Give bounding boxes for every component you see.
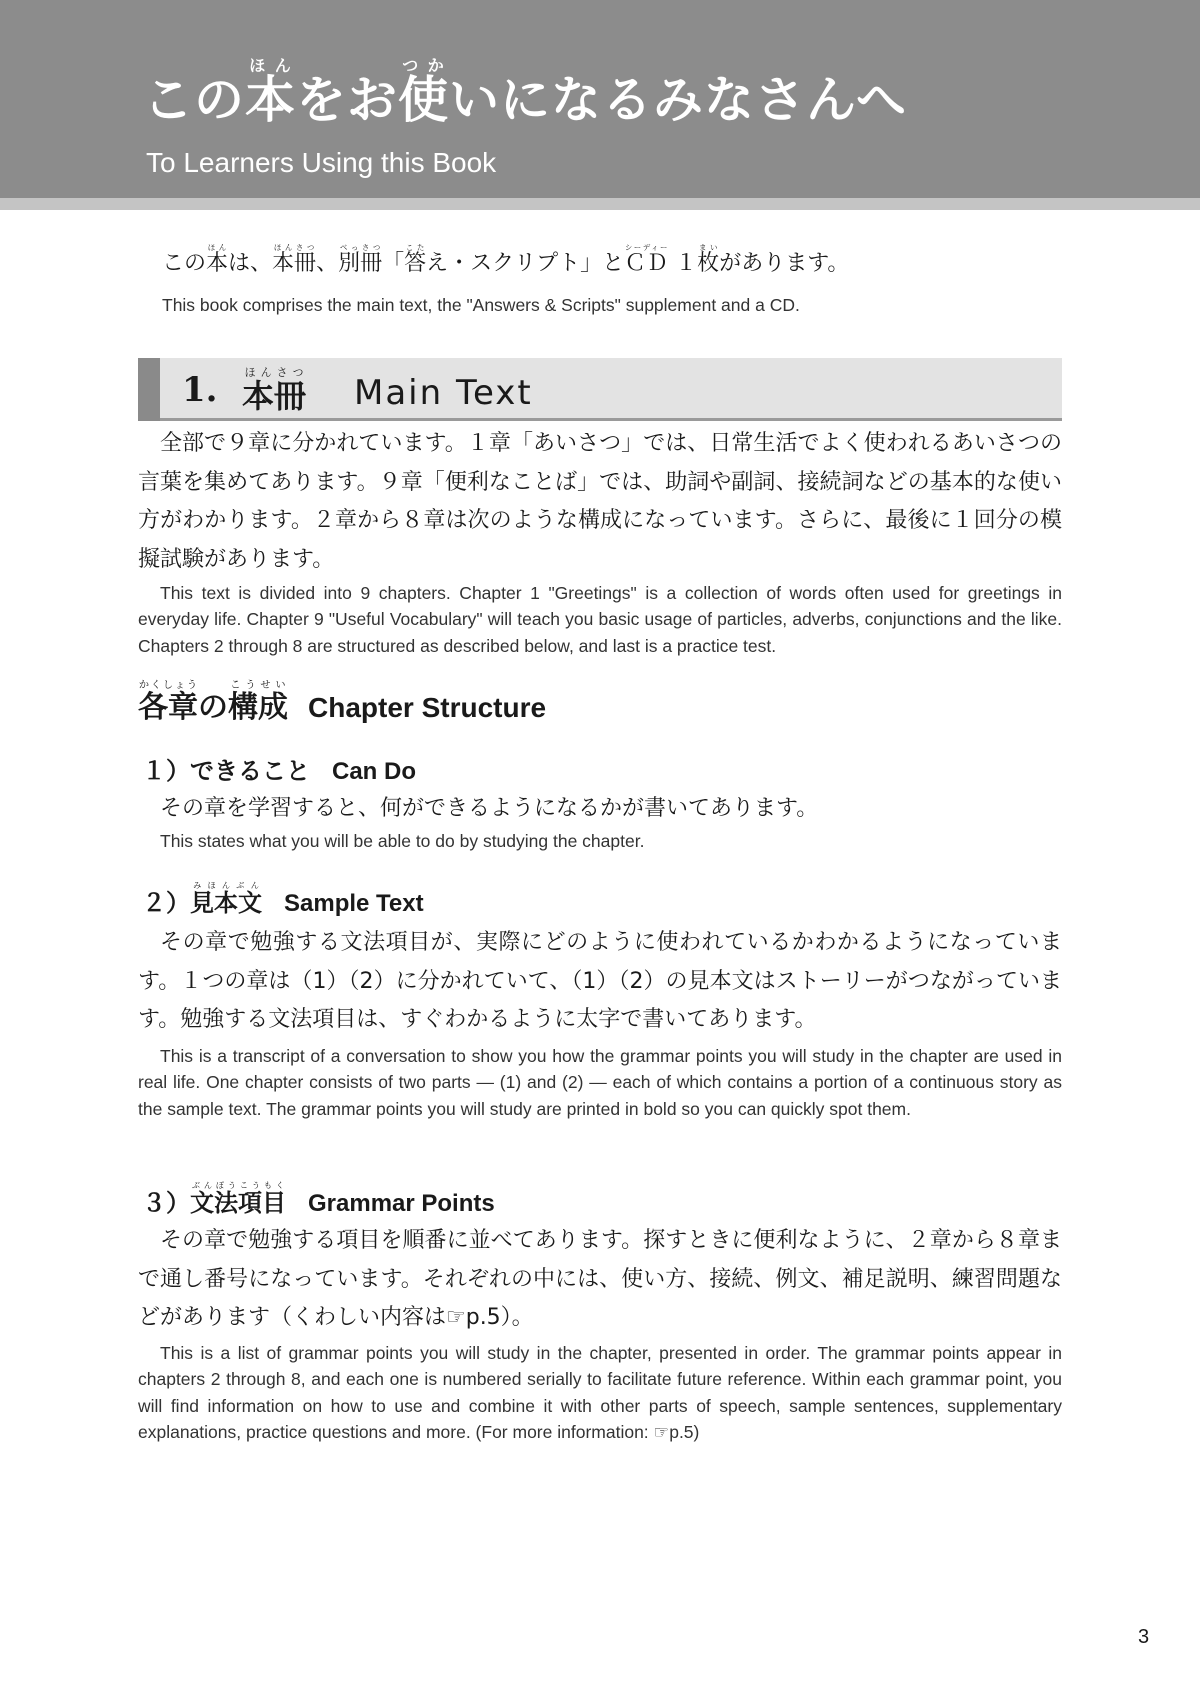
grammar-points-en: This is a list of grammar points you will study in the chapter, presented in order. The grammar points appear in chapters 2 through 8, and each one is numbered serially to facilitate future reference. Within each grammar point, you will find information on how to use and combine it with other parts of speech, sample sentences, supplementary explanations, practice questions and more. (For more information: ☞p.5) [138, 1343, 1062, 1442]
subheading-grammar-points: ３）文法項目ぶんぽうこうもくGrammar Points [142, 1180, 495, 1217]
subheading-can-do: １）できること Can Do [142, 757, 416, 785]
grammar-points-jp: その章で勉強する項目を順番に並べてあります。探すときに便利なように、２章から８章まで通し番号になっています。それぞれの中には、使い方、接続、例文、補足説明、練習問題などがあります（くわしい内容は☞p.5）。 [138, 1228, 1062, 1330]
section-title-en: Main Text [354, 373, 533, 413]
section-heading-bar [138, 358, 1062, 421]
page-header [0, 0, 1200, 198]
intro-en: This book comprises the main text, the "Answers & Scripts" supplement and a CD. [162, 295, 800, 315]
can-do-jp: その章を学習すると、何ができるようになるかが書いてあります。 [160, 796, 819, 821]
chapter-structure-heading: 各章かくしょうの構成こうせいChapter Structure [138, 680, 547, 725]
sample-text-jp: その章で勉強する文法項目が、実際にどのように使われているかわかるようになっています。１つの章は（1）（2）に分かれていて、（1）（2）の見本文はストーリーがつながっています。勉強する文法項目は、すぐわかるように太字で書いてあります。 [138, 930, 1062, 1032]
main-text-jp: 全部で９章に分かれています。１章「あいさつ」では、日常生活でよく使われるあいさつの言葉を集めてあります。９章「便利なことば」では、助詞や副詞、接続詞などの基本的な使い方がわかります。２章から８章は次のような構成になっています。さらに、最後に１回分の模擬試験があります。 [138, 431, 1062, 572]
intro-jp: この本ほんは、本冊ほんさつ、別冊べっさつ「答こたえ・スクリプト」とＣＤシーディー １枚まいがあります。 [162, 243, 850, 276]
header-divider [0, 198, 1200, 210]
can-do-en: This states what you will be able to do by studying the chapter. [160, 831, 645, 851]
page-title: この本ほんをお使つかいになるみなさんへ [143, 56, 907, 129]
sample-text-en: This is a transcript of a conversation to show you how the grammar points you will study in the chapter are used in real life. One chapter consists of two parts — (1) and (2) — each of which contains a portion of a continuous story as the sample text. The grammar points you will study are printed in bold so you can quickly spot them. [138, 1046, 1062, 1119]
main-text-en: This text is divided into 9 chapters. Chapter 1 "Greetings" is a collection of words often used for greetings in everyday life. Chapter 9 "Useful Vocabulary" will teach you basic usage of particles, adverbs, conjunctions and the like. Chapters 2 through 8 are structured as described below, and last is a practice test. [138, 583, 1062, 656]
page-number: 3 [1138, 1626, 1150, 1648]
section-accent [138, 358, 160, 421]
section-title-jp: 本冊ほんさつ [242, 366, 307, 415]
section-number: 1. [182, 370, 218, 410]
page-subtitle: To Learners Using this Book [146, 147, 497, 178]
subheading-sample-text: ２）見本文みほんぶんSample Text [142, 880, 424, 917]
